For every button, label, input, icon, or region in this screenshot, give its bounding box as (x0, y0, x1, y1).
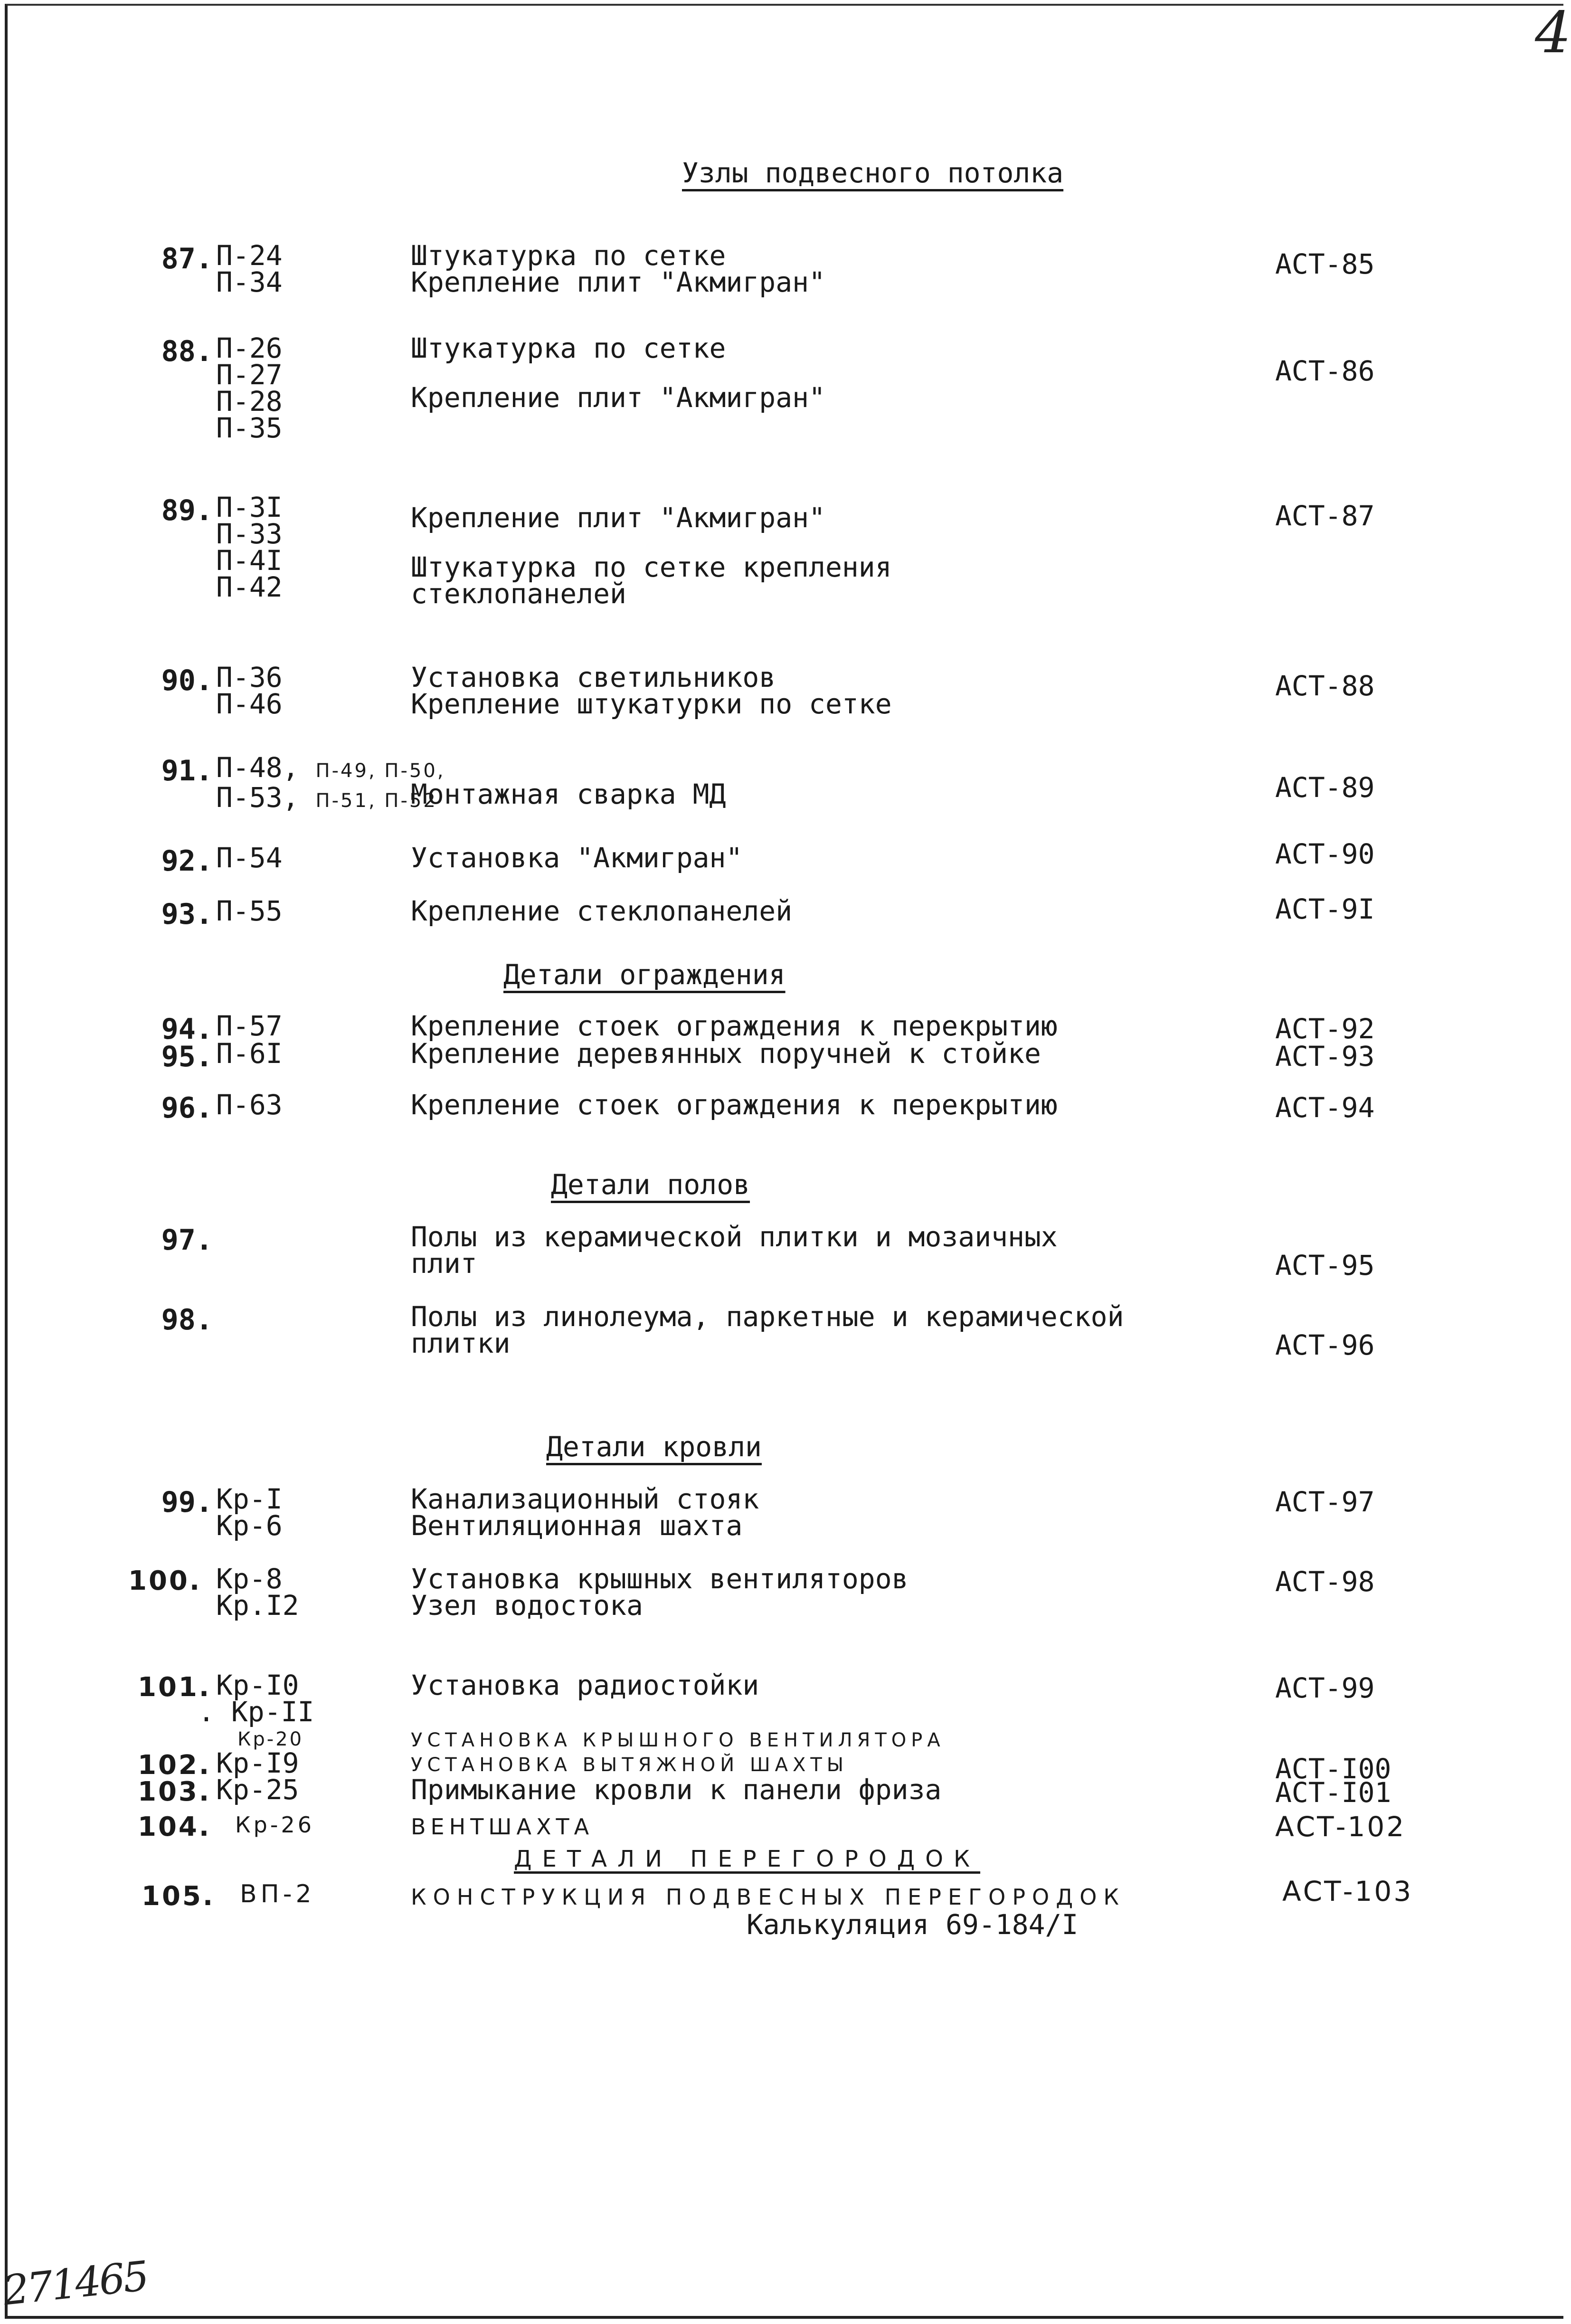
row-reference: АСТ-99 (1275, 1672, 1375, 1704)
row-number: 97. (161, 1224, 213, 1257)
code: П-57 (216, 1010, 283, 1042)
handwritten-codes: П-49, П-50, (315, 760, 445, 782)
row-number: 102. (138, 1750, 211, 1781)
row-reference: АСТ-9I (1275, 893, 1375, 925)
description-line: Установка крышных вентиляторов (411, 1563, 909, 1595)
row-reference: АСТ-I00 (1275, 1753, 1391, 1785)
row-description (411, 1010, 1058, 1042)
row-number: 90. (161, 664, 213, 697)
code: П-63 (216, 1089, 283, 1121)
code: П-55 (216, 895, 283, 927)
row-codes (216, 1774, 299, 1806)
description-line: Установка светильников (411, 661, 776, 693)
row-description (411, 1727, 945, 1754)
section-heading-ceiling: Узлы подвесного потолка (682, 157, 1064, 189)
code: П-27 (216, 359, 283, 391)
code: П-42 (216, 571, 283, 603)
row-number: 94. (161, 1013, 213, 1046)
description-line: плитки (411, 1327, 511, 1359)
row-reference: АСТ-I01 (1275, 1776, 1391, 1809)
code: Кр-I0 (216, 1669, 299, 1701)
description-line: ВЕНТШАХТА (411, 1814, 594, 1840)
row-reference: АСТ-93 (1275, 1040, 1375, 1072)
row-number: 99. (161, 1486, 213, 1519)
row-number: 103. (138, 1776, 211, 1807)
code: Кр.I2 (216, 1589, 299, 1622)
row-number: 104. (138, 1812, 211, 1842)
row-reference: АСТ-88 (1275, 670, 1375, 702)
code: П-34 (216, 266, 283, 298)
row-number: 95. (161, 1040, 213, 1073)
code: П-54 (216, 842, 283, 874)
code: Кр-25 (216, 1774, 299, 1806)
code: П-26 (216, 332, 283, 364)
code: П-35 (216, 412, 283, 444)
row-description (411, 1884, 1126, 1910)
description-line: Монтажная сварка МД (411, 778, 726, 810)
code: П-24 (216, 239, 283, 272)
row-number: 92. (161, 844, 213, 878)
description-line: стеклопанелей (411, 578, 626, 610)
row-codes (216, 842, 283, 874)
row-number: 105. (142, 1881, 215, 1912)
row-number: 87. (161, 242, 213, 275)
code: П-53, (216, 781, 299, 814)
code: Кр-I (216, 1483, 283, 1515)
description-line: Полы из керамической плитки и мозаичных (411, 1221, 1058, 1253)
row-codes (216, 661, 283, 720)
row-description (411, 1813, 594, 1840)
row-reference: АСТ-102 (1275, 1811, 1406, 1843)
code: П-48, (216, 751, 299, 784)
row-description (411, 1669, 759, 1701)
row-number: 96. (161, 1091, 213, 1125)
row-codes (216, 491, 283, 603)
row-description (411, 778, 726, 810)
row-codes (216, 239, 283, 298)
description-line: плит (411, 1247, 477, 1280)
section-heading-floors: Детали полов (551, 1168, 750, 1201)
row-reference: АСТ-103 (1282, 1875, 1413, 1907)
row-description (411, 895, 793, 927)
row-description (411, 502, 892, 610)
row-description (411, 661, 892, 720)
row-number: 101. (138, 1672, 211, 1703)
calculation-reference: Калькуляция 69-184/I (747, 1908, 1079, 1941)
row-description (411, 1774, 942, 1806)
code: Кр-6 (216, 1509, 283, 1542)
row-number: 93. (161, 898, 213, 931)
row-reference: АСТ-85 (1275, 248, 1375, 280)
row-description (411, 1089, 1058, 1121)
code: П-46 (216, 688, 283, 720)
code: . Кр-II (198, 1696, 314, 1728)
description-line: Крепление деревянных поручней к стойке (411, 1037, 1041, 1070)
row-reference: АСТ-98 (1275, 1565, 1375, 1598)
row-codes (240, 1881, 315, 1907)
row-codes (198, 1669, 314, 1728)
row-reference: АСТ-86 (1275, 355, 1375, 387)
section-heading-partitions: ДЕТАЛИ ПЕРЕГОРОДОК (514, 1846, 981, 1872)
description-line: Крепление плит "Акмигран" (411, 266, 825, 298)
description-line: Полы из линолеума, паркетные и керамической (411, 1300, 1124, 1333)
code: П-28 (216, 385, 283, 417)
row-number: 100. (128, 1565, 202, 1596)
page-number: 4 (1535, 0, 1571, 66)
description-line: Крепление стоек ограждения к перекрытию (411, 1089, 1058, 1121)
row-reference: АСТ-92 (1275, 1013, 1375, 1045)
row-codes (216, 1010, 283, 1042)
row-codes (216, 1089, 283, 1121)
row-description (411, 1037, 1041, 1070)
code: П-33 (216, 518, 283, 550)
row-reference: АСТ-87 (1275, 500, 1375, 532)
description-line: Примыкание кровли к панели фриза (411, 1774, 942, 1806)
row-description (411, 842, 743, 874)
row-reference: АСТ-94 (1275, 1091, 1375, 1124)
code: Кр-26 (235, 1812, 314, 1838)
row-codes (216, 332, 283, 444)
row-reference: АСТ-89 (1275, 771, 1375, 804)
row-description (411, 1300, 1124, 1359)
description-line: Вентиляционная шахта (411, 1509, 743, 1542)
section-heading-roof: Детали кровли (546, 1431, 762, 1463)
description-line: Крепление стоек ограждения к перекрытию (411, 1010, 1058, 1042)
code: ВП-2 (240, 1880, 315, 1908)
archive-number: 271465 (0, 2252, 150, 2315)
row-description (411, 1563, 909, 1622)
handwritten-codes: П-51, П-52 (315, 790, 437, 812)
description-line: Штукатурка по сетке (411, 332, 726, 364)
description-line: Крепление стеклопанелей (411, 895, 793, 927)
row-number: 89. (161, 494, 213, 527)
row-codes (235, 1812, 314, 1838)
row-reference: АСТ-90 (1275, 838, 1375, 870)
code: П-4I (216, 544, 283, 577)
row-number: 98. (161, 1303, 213, 1337)
row-codes (216, 895, 283, 927)
description-line: Крепление плит "Акмигран" (411, 381, 825, 414)
description-line: Узел водостока (411, 1589, 643, 1622)
row-codes (216, 1483, 283, 1542)
description-line: Канализационный стояк (411, 1483, 759, 1515)
row-codes (216, 1563, 299, 1622)
description-line: Установка "Акмигран" (411, 842, 743, 874)
description-line: КОНСТРУКЦИЯ ПОДВЕСНЫХ ПЕРЕГОРОДОК (411, 1884, 1126, 1910)
row-description (411, 239, 825, 298)
code: Кр-8 (216, 1563, 283, 1595)
description-line: Установка радиостойки (411, 1669, 759, 1701)
description-line: УСТАНОВКА КРЫШНОГО ВЕНТИЛЯТОРА (411, 1729, 945, 1751)
code: Кр-20 (237, 1728, 304, 1750)
description-line: Крепление плит "Акмигран" (411, 502, 825, 534)
code: П-3I (216, 491, 283, 523)
row-number: 88. (161, 335, 213, 368)
row-description (411, 1483, 759, 1542)
row-reference: АСТ-97 (1275, 1486, 1375, 1518)
description-line: Штукатурка по сетке (411, 239, 726, 272)
code: П-36 (216, 661, 283, 693)
row-codes (216, 1037, 283, 1070)
description-line: Штукатурка по сетке крепления (411, 551, 892, 583)
section-heading-fencing: Детали ограждения (503, 958, 786, 991)
row-reference: АСТ-95 (1275, 1249, 1375, 1281)
row-number: 91. (161, 754, 213, 787)
description-line: Крепление штукатурки по сетке (411, 688, 892, 720)
row-codes (216, 1747, 299, 1779)
row-description (411, 1221, 1058, 1280)
description-line: УСТАНОВКА ВЫТЯЖНОЙ ШАХТЫ (411, 1754, 849, 1776)
code: Кр-I9 (216, 1747, 299, 1779)
row-reference: АСТ-96 (1275, 1329, 1375, 1361)
code: П-6I (216, 1037, 283, 1070)
row-description (411, 332, 825, 414)
